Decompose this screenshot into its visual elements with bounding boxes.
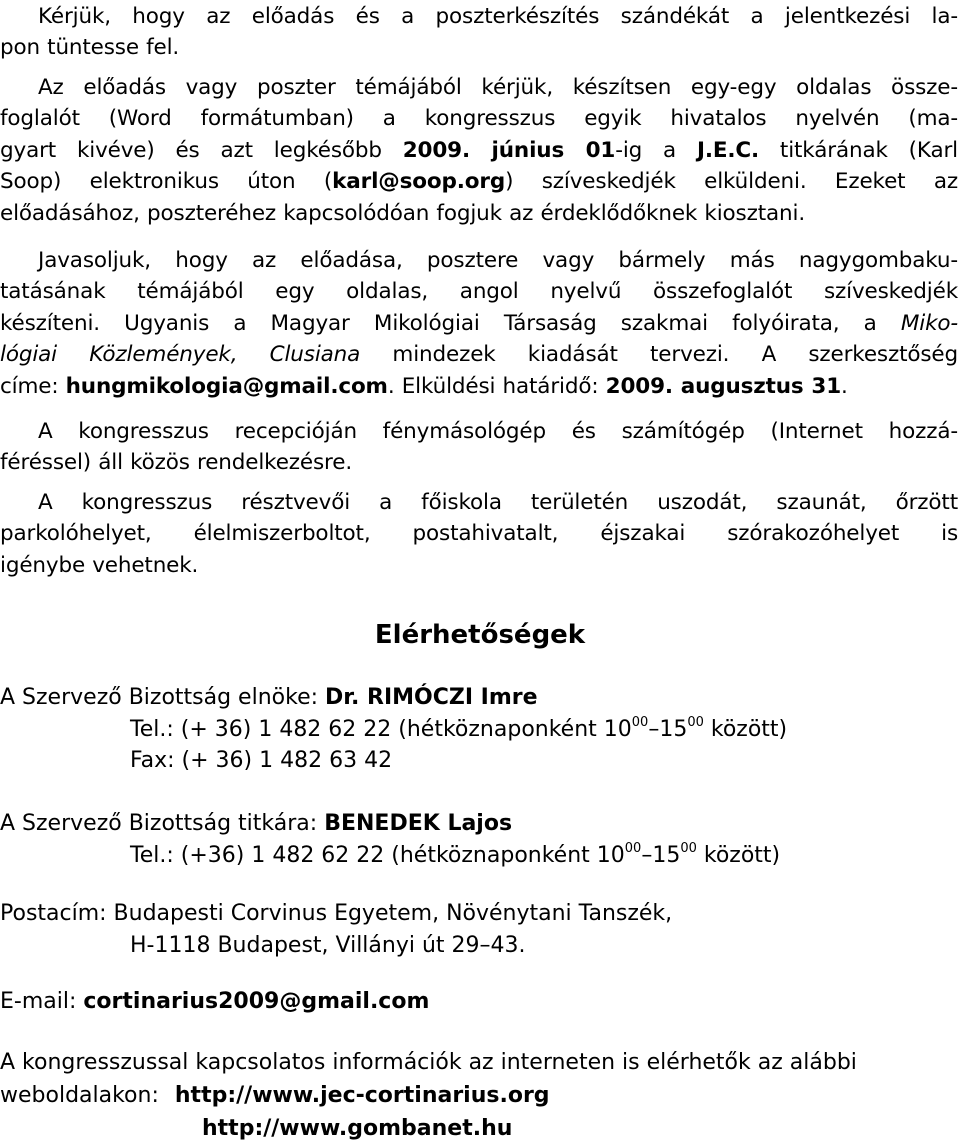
phone-text: között) [696, 842, 781, 868]
text-line: parkolóhelyet, élelmiszerboltot, postahivatalt, éjszakai szórakozóhelyet is [0, 521, 958, 547]
web-line [0, 1112, 958, 1145]
text-line: Javasoljuk, hogy az előadása, posztere vagy bármely más nagygombaku- [38, 248, 958, 273]
text-span: mindezek kiadását tervezi. A szerkesztőség [360, 342, 958, 368]
text-line: igénybe vehetnek. [0, 552, 199, 578]
phone-text: –15 [648, 716, 688, 742]
contact-name: Dr. RIMÓCZI Imre [325, 685, 538, 710]
text-line [0, 371, 958, 402]
postal-line: H-1118 Budapest, Villányi út 29–43. [130, 932, 526, 958]
text-span: készíteni. Ugyanis a Magyar Mikológiai Társaság szakmai folyóirata, a [0, 310, 901, 336]
journal-name: Miko- [900, 310, 958, 336]
contact-secretary [0, 808, 958, 871]
paragraph-abstract-submission [0, 72, 958, 229]
contact-fax: Fax: (+ 36) 1 482 63 42 [130, 748, 393, 773]
contact-phone [0, 714, 958, 746]
text-line: előadásához, poszteréhez kapcsolódóan fogjuk az érdeklődőknek kiosztani. [0, 200, 806, 226]
paragraph-english-summary [0, 245, 958, 402]
web-line [0, 1079, 958, 1112]
hour-sup: 00 [631, 714, 649, 730]
contact-label: A Szervező Bizottság titkára: [0, 811, 325, 836]
text-span: . [841, 373, 848, 399]
text-line: A kongresszussal kapcsolatos információk az interneten is elérhetők az alábbi [0, 1050, 857, 1075]
hour-sup: 00 [687, 714, 704, 730]
email-link-editor[interactable]: hungmikologia@gmail.com [65, 373, 388, 399]
contact-email [0, 986, 958, 1018]
url-link-jec[interactable]: http://www.jec-cortinarius.org [174, 1083, 550, 1108]
url-link-gombanet[interactable]: http://www.gombanet.hu [202, 1116, 513, 1141]
text-span: . Elküldési határidő: [387, 373, 606, 399]
jec-abbrev: J.E.C. [696, 137, 760, 163]
text-line: Kérjük, hogy az előadás és a poszterkészítés szándékát a jelentkezési la- [38, 4, 958, 29]
text-span: -ig a [615, 137, 697, 163]
text-span: titkárának (Karl [759, 137, 958, 163]
phone-text: –15 [641, 842, 681, 868]
phone-text: Tel.: (+ 36) 1 482 62 22 (hétköznaponként 10 [130, 716, 632, 742]
contact-label: A Szervező Bizottság elnöke: [0, 685, 326, 710]
email-link-karl[interactable]: karl@soop.org [332, 169, 506, 195]
text-line [0, 339, 958, 370]
text-span: ) szíveskedjék elküldeni. Ezeket az [505, 169, 958, 195]
phone-text: Tel.: (+36) 1 482 62 22 (hétköznaponként 10 [130, 842, 625, 868]
text-span: gyart kivéve) és azt legkésőbb [0, 137, 403, 163]
text-line: pon tüntesse fel. [0, 35, 180, 61]
contact-chair [0, 682, 958, 777]
paragraph-facilities [0, 487, 958, 581]
web-links [0, 1046, 958, 1145]
text-line: foglalót (Word formátumban) a kongresszus egyik hivatalos nyelvén (ma- [0, 106, 958, 132]
text-line [0, 166, 958, 197]
text-line: A kongresszus résztvevői a főiskola területén uszodát, szaunát, őrzött [38, 490, 958, 515]
text-span: címe: [0, 373, 66, 399]
text-line [0, 135, 958, 166]
text-line: A kongresszus recepcióján fénymásológép és számítógép (Internet hozzá- [38, 419, 958, 444]
web-label: weboldalakon: [0, 1083, 159, 1108]
hour-sup: 00 [680, 840, 697, 856]
email-link-congress[interactable]: cortinarius2009@gmail.com [83, 989, 430, 1014]
contact-name: BENEDEK Lajos [324, 811, 513, 836]
email-label: E-mail: [0, 989, 84, 1014]
postal-address [0, 898, 958, 961]
postal-line: Postacím: Budapesti Corvinus Egyetem, Növénytani Tanszék, [0, 901, 673, 926]
text-line: Az előadás vagy poszter témájából kérjük, készítsen egy-egy oldalas össze- [38, 75, 958, 100]
deadline-date: 2009. augusztus 31 [605, 373, 842, 399]
text-span: Soop) elektronikus úton ( [0, 169, 333, 195]
paragraph-reception [0, 416, 958, 479]
text-line [0, 308, 958, 339]
text-line: féréssel) áll közös rendelkezésre. [0, 450, 353, 476]
paragraph-registration [0, 1, 958, 64]
contact-phone [0, 840, 958, 872]
journal-name: lógiai Közlemények, Clusiana [0, 342, 361, 368]
text-line: tatásának témájából egy oldalas, angol nyelvű összefoglalót szíveskedjék [0, 279, 958, 305]
section-heading-contacts: Elérhetőségek [374, 620, 586, 650]
hour-sup: 00 [624, 840, 642, 856]
deadline-date: 2009. június 01 [402, 137, 616, 163]
phone-text: között) [703, 716, 788, 742]
